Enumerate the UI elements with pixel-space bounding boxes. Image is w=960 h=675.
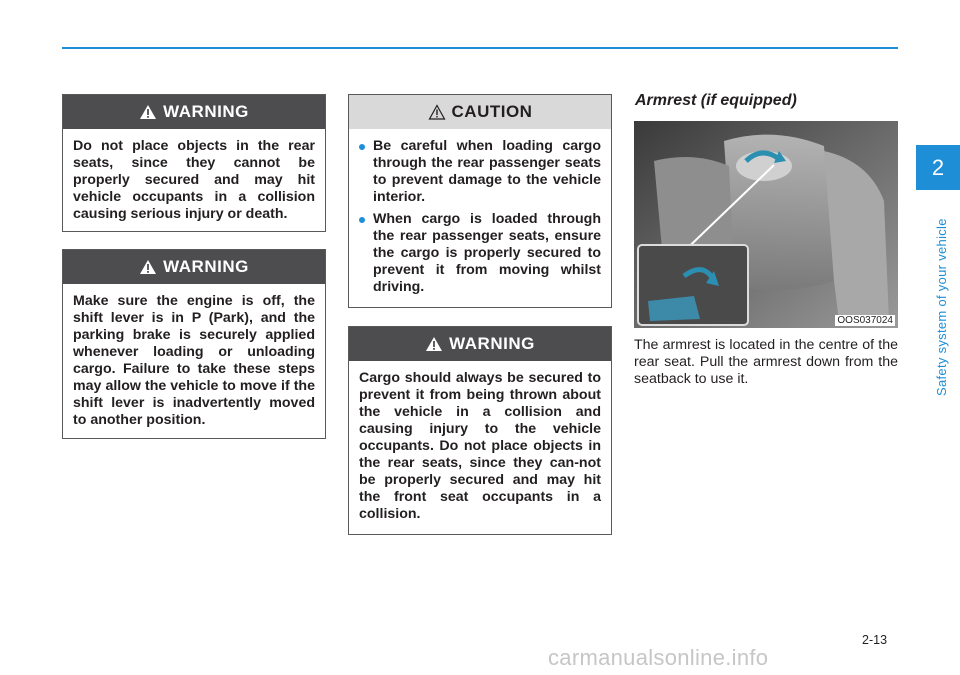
watermark: carmanualsonline.info bbox=[548, 645, 769, 670]
warning-text: Make sure the engine is off, the shift lever is in P (Park), and the parking brake is securely applied whenever loading or unloading cargo. Failure to take these steps may allow the vehicle to move if the shift lever is inadvertently moved to another position. bbox=[73, 293, 315, 428]
caution-item-text: When cargo is loaded through the rear passenger seats, ensure the cargo is properly secured to prevent it from moving whilst driving. bbox=[373, 211, 601, 295]
warning-box-objects bbox=[62, 94, 326, 232]
armrest-description: The armrest is located in the centre of the rear seat. Pull the armrest down from the seatback to use it. bbox=[634, 337, 898, 387]
warning-heading: WARNING bbox=[449, 334, 535, 353]
armrest-photo bbox=[634, 121, 898, 328]
warning-heading: WARNING bbox=[163, 102, 249, 121]
caution-item bbox=[359, 138, 601, 206]
warning-triangle-icon bbox=[425, 336, 443, 352]
warning-triangle-icon bbox=[139, 259, 157, 275]
chapter-side-title bbox=[934, 196, 958, 396]
caution-header bbox=[349, 95, 611, 129]
chapter-number: 2 bbox=[931, 154, 945, 180]
warning-header bbox=[63, 250, 325, 284]
caution-item-text: Be careful when loading cargo through the rear passenger seats to prevent damage to the vehicle interior. bbox=[373, 138, 601, 205]
warning-box-cargo-secured bbox=[348, 326, 612, 535]
bullet-dot-icon bbox=[359, 217, 365, 223]
warning-header bbox=[63, 95, 325, 129]
section-title: Armrest (if equipped) bbox=[635, 92, 797, 109]
image-code: OOS037024 bbox=[837, 315, 893, 326]
warning-heading: WARNING bbox=[163, 257, 249, 276]
rear-seat-illustration bbox=[634, 121, 898, 328]
caution-list bbox=[359, 138, 601, 296]
warning-text: Do not place objects in the rear seats, since they cannot be properly secured and may hit vehicle occupants in a collision causing serious injury or death. bbox=[73, 138, 315, 222]
header-rule bbox=[62, 47, 898, 49]
bullet-dot-icon bbox=[359, 144, 365, 150]
warning-box-engine-off bbox=[62, 249, 326, 439]
warning-triangle-icon bbox=[139, 104, 157, 120]
caution-box-cargo bbox=[348, 94, 612, 308]
caution-body bbox=[349, 129, 611, 309]
warning-text: Cargo should always be secured to prevent it from being thrown about the vehicle in a collision and causing injury to the vehicle occupants. Do not place objects in the rear seats, since they can-not be properly secured and may hit the front seat occupants in a collision. bbox=[359, 370, 601, 522]
caution-triangle-icon bbox=[428, 104, 446, 120]
warning-header bbox=[349, 327, 611, 361]
chapter-number-tab bbox=[916, 145, 960, 190]
page-number: 2-13 bbox=[862, 633, 888, 647]
caution-heading: CAUTION bbox=[451, 102, 533, 121]
chapter-title: Safety system of your vehicle bbox=[934, 218, 949, 396]
caution-item bbox=[359, 211, 601, 296]
